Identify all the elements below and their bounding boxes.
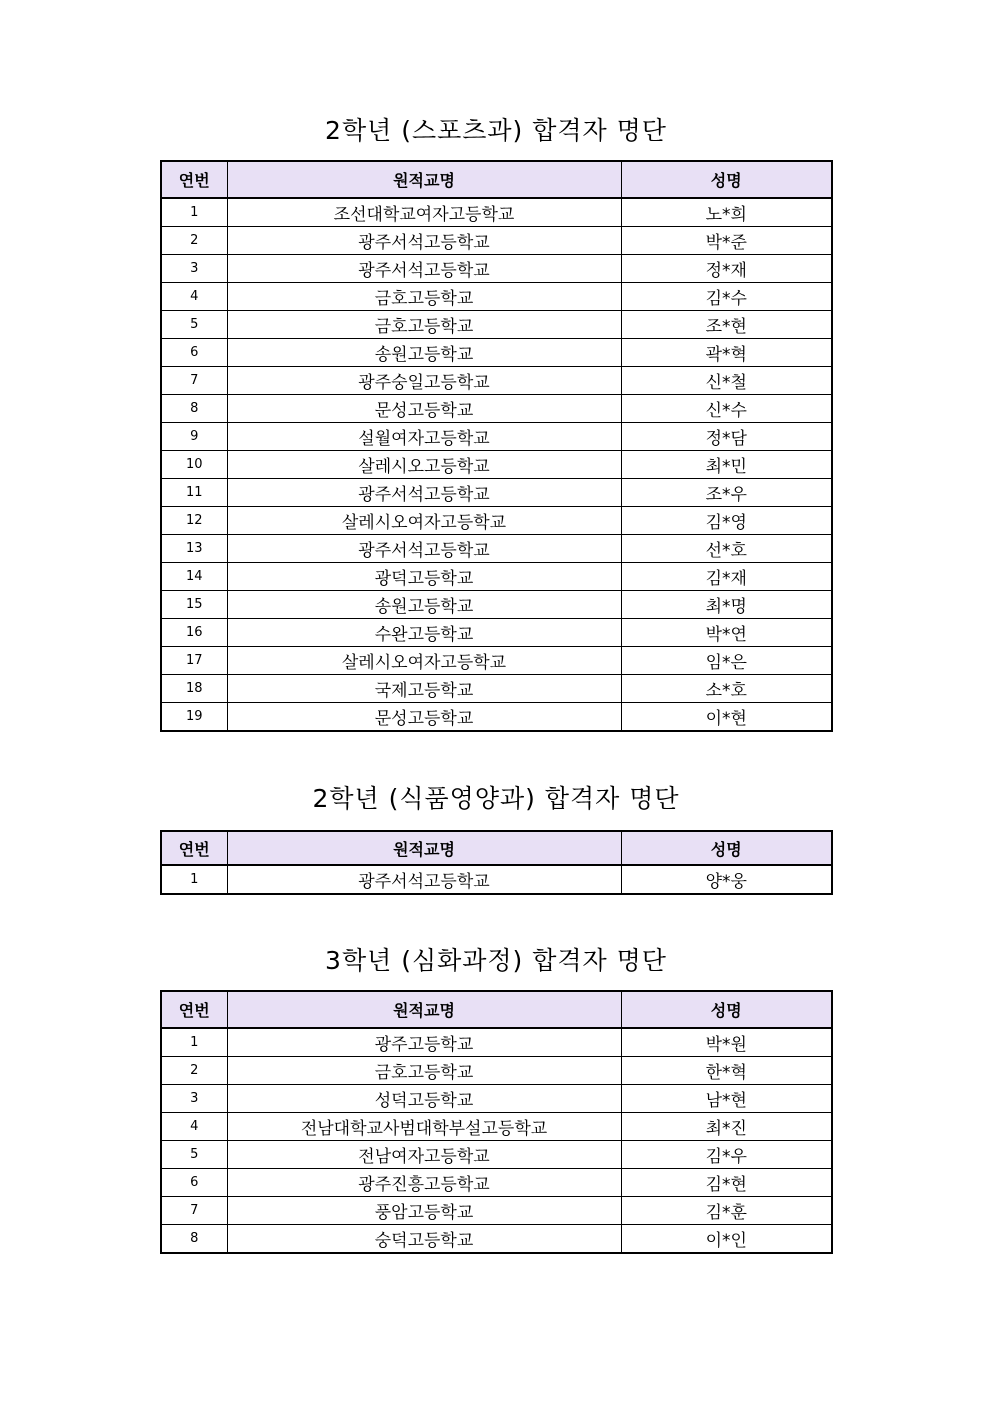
table-row <box>161 1141 832 1169</box>
school-name: 설월여자고등학교 <box>227 423 621 451</box>
table-row <box>161 619 832 647</box>
table-row <box>161 311 832 339</box>
school-name: 전남대학교사범대학부설고등학교 <box>227 1113 621 1141</box>
table-row <box>161 1028 832 1057</box>
school-name: 광주서석고등학교 <box>227 255 621 283</box>
student-name: 박*준 <box>621 227 832 255</box>
school-name: 문성고등학교 <box>227 703 621 732</box>
column-header-school: 원적교명 <box>227 831 621 865</box>
school-name: 광주서석고등학교 <box>227 535 621 563</box>
school-name: 광주서석고등학교 <box>227 227 621 255</box>
column-header-name: 성명 <box>621 831 832 865</box>
student-name: 김*수 <box>621 283 832 311</box>
row-number: 7 <box>161 1197 227 1225</box>
student-name: 김*현 <box>621 1169 832 1197</box>
row-number: 11 <box>161 479 227 507</box>
table-row <box>161 283 832 311</box>
school-name: 광주고등학교 <box>227 1028 621 1057</box>
row-number: 18 <box>161 675 227 703</box>
school-name: 살레시오여자고등학교 <box>227 647 621 675</box>
school-name: 송원고등학교 <box>227 591 621 619</box>
sports-table-body <box>161 198 832 731</box>
row-number: 2 <box>161 227 227 255</box>
section-title-food-nutrition: 2학년 (식품영양과) 합격자 명단 <box>312 784 680 813</box>
table-row <box>161 591 832 619</box>
student-name: 신*수 <box>621 395 832 423</box>
advanced-table-body <box>161 1028 832 1253</box>
row-number: 6 <box>161 1169 227 1197</box>
student-name: 최*민 <box>621 451 832 479</box>
student-name: 임*은 <box>621 647 832 675</box>
row-number: 19 <box>161 703 227 732</box>
table-row <box>161 1085 832 1113</box>
student-name: 최*명 <box>621 591 832 619</box>
table-row <box>161 451 832 479</box>
school-name: 금호고등학교 <box>227 1057 621 1085</box>
student-name: 이*현 <box>621 703 832 732</box>
student-name: 남*현 <box>621 1085 832 1113</box>
school-name: 금호고등학교 <box>227 311 621 339</box>
school-name: 조선대학교여자고등학교 <box>227 198 621 227</box>
school-name: 광주서석고등학교 <box>227 865 621 894</box>
school-name: 성덕고등학교 <box>227 1085 621 1113</box>
column-header-no: 연번 <box>161 161 227 198</box>
table-header-row <box>161 991 832 1028</box>
student-name: 정*담 <box>621 423 832 451</box>
student-name: 김*영 <box>621 507 832 535</box>
row-number: 10 <box>161 451 227 479</box>
table-row <box>161 865 832 894</box>
table-header-row <box>161 161 832 198</box>
student-name: 조*현 <box>621 311 832 339</box>
table-row <box>161 1057 832 1085</box>
row-number: 4 <box>161 283 227 311</box>
row-number: 17 <box>161 647 227 675</box>
school-name: 살레시오고등학교 <box>227 451 621 479</box>
row-number: 7 <box>161 367 227 395</box>
student-name: 조*우 <box>621 479 832 507</box>
school-name: 광주진흥고등학교 <box>227 1169 621 1197</box>
school-name: 전남여자고등학교 <box>227 1141 621 1169</box>
food-nutrition-table <box>160 830 833 895</box>
table-row <box>161 395 832 423</box>
student-name: 최*진 <box>621 1113 832 1141</box>
section-title-sports: 2학년 (스포츠과) 합격자 명단 <box>325 116 667 145</box>
row-number: 3 <box>161 1085 227 1113</box>
student-name: 양*웅 <box>621 865 832 894</box>
student-name: 박*연 <box>621 619 832 647</box>
row-number: 4 <box>161 1113 227 1141</box>
table-row <box>161 339 832 367</box>
student-name: 정*재 <box>621 255 832 283</box>
row-number: 6 <box>161 339 227 367</box>
student-name: 한*혁 <box>621 1057 832 1085</box>
column-header-no: 연번 <box>161 831 227 865</box>
school-name: 숭덕고등학교 <box>227 1225 621 1254</box>
student-name: 이*인 <box>621 1225 832 1254</box>
row-number: 15 <box>161 591 227 619</box>
row-number: 1 <box>161 1028 227 1057</box>
row-number: 1 <box>161 865 227 894</box>
column-header-school: 원적교명 <box>227 161 621 198</box>
column-header-school: 원적교명 <box>227 991 621 1028</box>
table-row <box>161 675 832 703</box>
school-name: 송원고등학교 <box>227 339 621 367</box>
row-number: 12 <box>161 507 227 535</box>
food-nutrition-table-body <box>161 865 832 894</box>
row-number: 5 <box>161 311 227 339</box>
table-header-row <box>161 831 832 865</box>
row-number: 13 <box>161 535 227 563</box>
table-row <box>161 198 832 227</box>
school-name: 문성고등학교 <box>227 395 621 423</box>
student-name: 소*호 <box>621 675 832 703</box>
table-row <box>161 1113 832 1141</box>
student-name: 곽*혁 <box>621 339 832 367</box>
student-name: 김*훈 <box>621 1197 832 1225</box>
student-name: 김*재 <box>621 563 832 591</box>
row-number: 14 <box>161 563 227 591</box>
student-name: 노*희 <box>621 198 832 227</box>
sports-table <box>160 160 833 732</box>
row-number: 1 <box>161 198 227 227</box>
table-row <box>161 227 832 255</box>
school-name: 금호고등학교 <box>227 283 621 311</box>
row-number: 8 <box>161 395 227 423</box>
table-row <box>161 479 832 507</box>
table-row <box>161 1169 832 1197</box>
table-row <box>161 423 832 451</box>
row-number: 5 <box>161 1141 227 1169</box>
table-row <box>161 507 832 535</box>
student-name: 선*호 <box>621 535 832 563</box>
row-number: 2 <box>161 1057 227 1085</box>
school-name: 광주서석고등학교 <box>227 479 621 507</box>
column-header-no: 연번 <box>161 991 227 1028</box>
table-row <box>161 1225 832 1254</box>
school-name: 살레시오여자고등학교 <box>227 507 621 535</box>
row-number: 3 <box>161 255 227 283</box>
table-row <box>161 367 832 395</box>
table-row <box>161 563 832 591</box>
student-name: 박*원 <box>621 1028 832 1057</box>
advanced-table <box>160 990 833 1254</box>
column-header-name: 성명 <box>621 991 832 1028</box>
school-name: 수완고등학교 <box>227 619 621 647</box>
school-name: 국제고등학교 <box>227 675 621 703</box>
table-row <box>161 703 832 732</box>
student-name: 김*우 <box>621 1141 832 1169</box>
school-name: 광주숭일고등학교 <box>227 367 621 395</box>
column-header-name: 성명 <box>621 161 832 198</box>
row-number: 16 <box>161 619 227 647</box>
table-row <box>161 647 832 675</box>
school-name: 광덕고등학교 <box>227 563 621 591</box>
row-number: 8 <box>161 1225 227 1254</box>
student-name: 신*철 <box>621 367 832 395</box>
row-number: 9 <box>161 423 227 451</box>
school-name: 풍암고등학교 <box>227 1197 621 1225</box>
table-row <box>161 1197 832 1225</box>
table-row <box>161 255 832 283</box>
table-row <box>161 535 832 563</box>
section-title-advanced: 3학년 (심화과정) 합격자 명단 <box>325 946 667 975</box>
